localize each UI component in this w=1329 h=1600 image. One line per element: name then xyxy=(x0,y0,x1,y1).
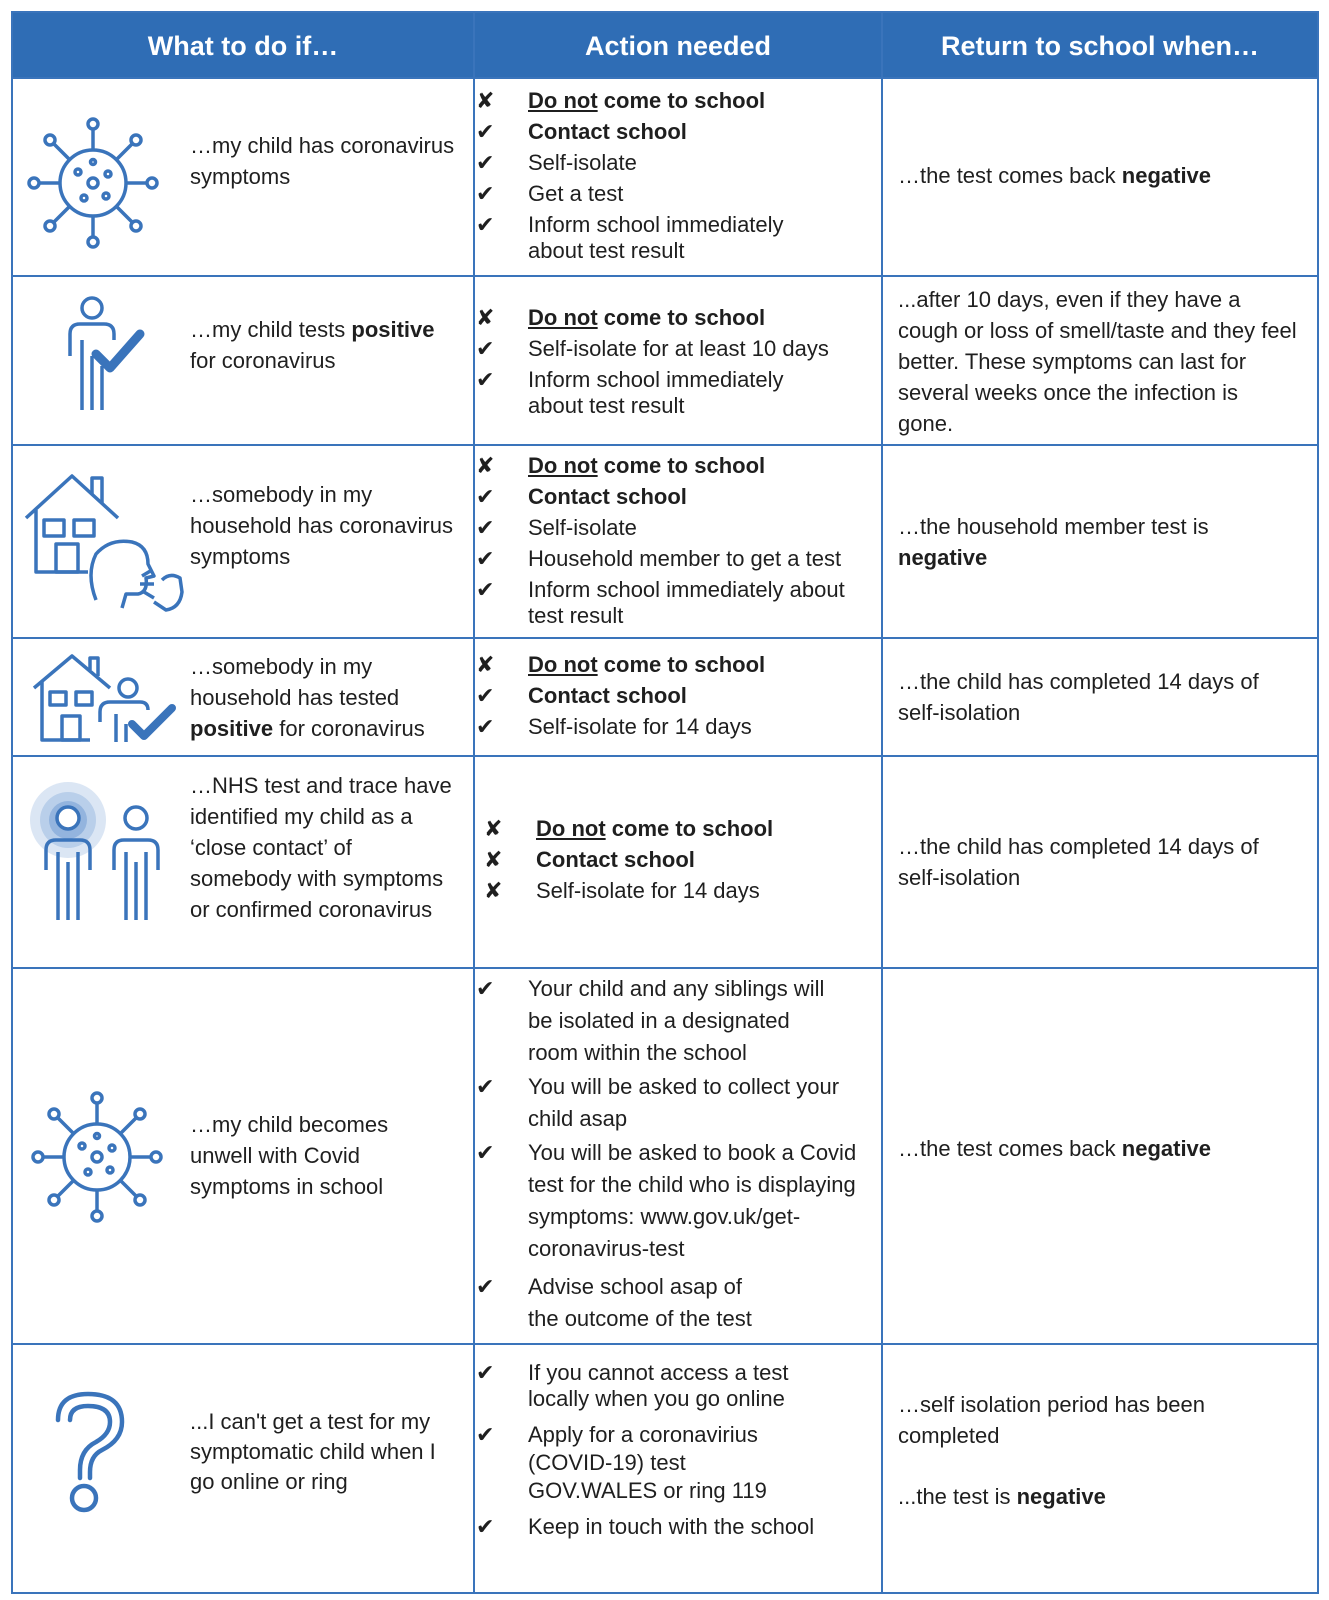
condition-text: ...I can't get a test for my symptomatic child when I go online or ring xyxy=(190,1409,436,1494)
header-col-action xyxy=(475,13,881,79)
row-divider xyxy=(13,444,1317,446)
house-person-check-icon xyxy=(32,652,182,746)
check-mark-icon: ✔ xyxy=(476,1140,495,1165)
action-item: ✔ Self-isolate for 14 days xyxy=(476,714,752,739)
return-text: …the household member test is negative xyxy=(898,514,1209,570)
condition-text: …my child has coronavirus symptoms xyxy=(190,133,455,189)
virus-icon xyxy=(26,116,160,250)
return-text: …the child has completed 14 days of self-isolation xyxy=(898,669,1259,725)
action-item: ✔ Contact school xyxy=(476,683,687,708)
close-contact-icon xyxy=(28,780,168,925)
question-icon xyxy=(50,1390,130,1520)
action-item: ✔ Self-isolate xyxy=(476,150,637,175)
header-col-condition xyxy=(13,13,473,79)
action-item: ✘ Do not come to school xyxy=(476,652,766,677)
row-divider xyxy=(13,1343,1317,1345)
action-item: ✔ Contact school xyxy=(476,484,687,509)
row-divider xyxy=(13,275,1317,277)
action-list xyxy=(476,305,876,419)
action-item: ✔ Apply for a coronavirius (COVID-19) test GOV.WALES or ring 119 xyxy=(476,1422,767,1503)
check-mark-icon: ✔ xyxy=(476,336,495,361)
return-text: ...after 10 days, even if they have a cough or loss of smell/taste and they feel better. These symptoms can last for several weeks once the infection is gone. xyxy=(898,287,1297,436)
check-mark-icon: ✔ xyxy=(476,1274,495,1299)
check-mark-icon: ✔ xyxy=(476,577,495,602)
action-item: ✘ Do not come to school xyxy=(476,88,766,113)
row-divider xyxy=(13,637,1317,639)
action-item: ✔ Household member to get a test xyxy=(476,546,842,571)
action-item: ✔ Inform school immediately about test result xyxy=(476,367,784,418)
header-label: What to do if… xyxy=(147,30,339,61)
cross-mark-icon: ✘ xyxy=(476,652,495,677)
action-item: ✔ Your child and any siblings will be isolated in a designated room within the school xyxy=(476,973,836,1069)
action-item: ✔ If you cannot access a test locally when you go online xyxy=(476,1360,789,1411)
check-mark-icon: ✔ xyxy=(476,976,495,1001)
check-mark-icon: ✔ xyxy=(476,515,495,540)
action-item: ✔ Get a test xyxy=(476,181,624,206)
condition-text: …somebody in my household has coronavirus symptoms xyxy=(190,482,453,569)
check-mark-icon: ✔ xyxy=(476,1422,495,1447)
action-item: ✔ Self-isolate xyxy=(476,515,637,540)
column-divider xyxy=(881,13,883,1592)
person-check-icon xyxy=(60,296,150,416)
check-mark-icon: ✔ xyxy=(476,484,495,509)
action-item: ✘ Self-isolate for 14 days xyxy=(484,878,760,903)
condition-text: …my child becomes unwell with Covid symptoms in school xyxy=(190,1112,389,1199)
header-col-return xyxy=(883,13,1317,79)
action-list xyxy=(476,652,876,740)
action-item: ✘ Do not come to school xyxy=(484,816,774,841)
return-text: …the test comes back negative xyxy=(898,163,1212,188)
action-item: ✔ Inform school immediately about test result xyxy=(476,577,845,628)
action-item: ✔ You will be asked to book a Covid test for the child who is displaying symptoms: www.gov.uk/get-coronavirus-test xyxy=(476,1137,876,1265)
cross-mark-icon: ✘ xyxy=(484,878,503,903)
action-item: ✔ Inform school immediately about test result xyxy=(476,212,784,263)
return-line: …self isolation period has been completed xyxy=(898,1392,1205,1448)
condition-text: …NHS test and trace have identified my child as a ‘close contact’ of somebody with symptoms or confirmed coronavirus xyxy=(190,773,452,922)
condition-text: …my child tests positive for coronavirus xyxy=(190,317,435,373)
check-mark-icon: ✔ xyxy=(476,1514,495,1539)
action-item: ✘ Do not come to school xyxy=(476,305,766,330)
check-mark-icon: ✔ xyxy=(476,181,495,206)
check-mark-icon: ✔ xyxy=(476,119,495,144)
check-mark-icon: ✔ xyxy=(476,546,495,571)
check-mark-icon: ✔ xyxy=(476,367,495,392)
action-item: ✘ Do not come to school xyxy=(476,453,766,478)
action-item: ✔ Advise school asap of the outcome of the test xyxy=(476,1271,776,1335)
column-divider xyxy=(473,13,475,1592)
header-label: Return to school when… xyxy=(940,30,1259,61)
action-item: ✔ Self-isolate for at least 10 days xyxy=(476,336,829,361)
action-list xyxy=(476,973,876,1335)
action-list xyxy=(484,816,884,904)
row-divider xyxy=(13,755,1317,757)
house-sick-person-icon xyxy=(22,468,192,618)
action-item: ✔ Keep in touch with the school xyxy=(476,1514,815,1539)
check-mark-icon: ✔ xyxy=(476,714,495,739)
return-text: …the test comes back negative xyxy=(898,1136,1212,1161)
check-mark-icon: ✔ xyxy=(476,150,495,175)
action-list xyxy=(476,453,876,629)
cross-mark-icon: ✘ xyxy=(484,816,503,841)
action-item: ✔ You will be asked to collect your child asap xyxy=(476,1071,876,1135)
return-text: …the child has completed 14 days of self-isolation xyxy=(898,834,1259,890)
condition-text: …somebody in my household has tested positive for coronavirus xyxy=(190,654,425,741)
header-label: Action needed xyxy=(584,30,772,61)
row-divider xyxy=(13,967,1317,969)
action-item: ✘ Contact school xyxy=(484,847,695,872)
action-list xyxy=(476,1360,876,1540)
cross-mark-icon: ✘ xyxy=(484,847,503,872)
virus-icon xyxy=(30,1090,164,1224)
cross-mark-icon: ✘ xyxy=(476,305,495,330)
action-item: ✔ Contact school xyxy=(476,119,687,144)
row-divider xyxy=(13,77,1317,79)
cross-mark-icon: ✘ xyxy=(476,88,495,113)
return-text xyxy=(898,1389,1258,1512)
check-mark-icon: ✔ xyxy=(476,683,495,708)
check-mark-icon: ✔ xyxy=(476,212,495,237)
cross-mark-icon: ✘ xyxy=(476,453,495,478)
check-mark-icon: ✔ xyxy=(476,1360,495,1385)
check-mark-icon: ✔ xyxy=(476,1074,495,1099)
action-list xyxy=(476,88,876,264)
return-line: ...the test is negative xyxy=(898,1484,1106,1509)
